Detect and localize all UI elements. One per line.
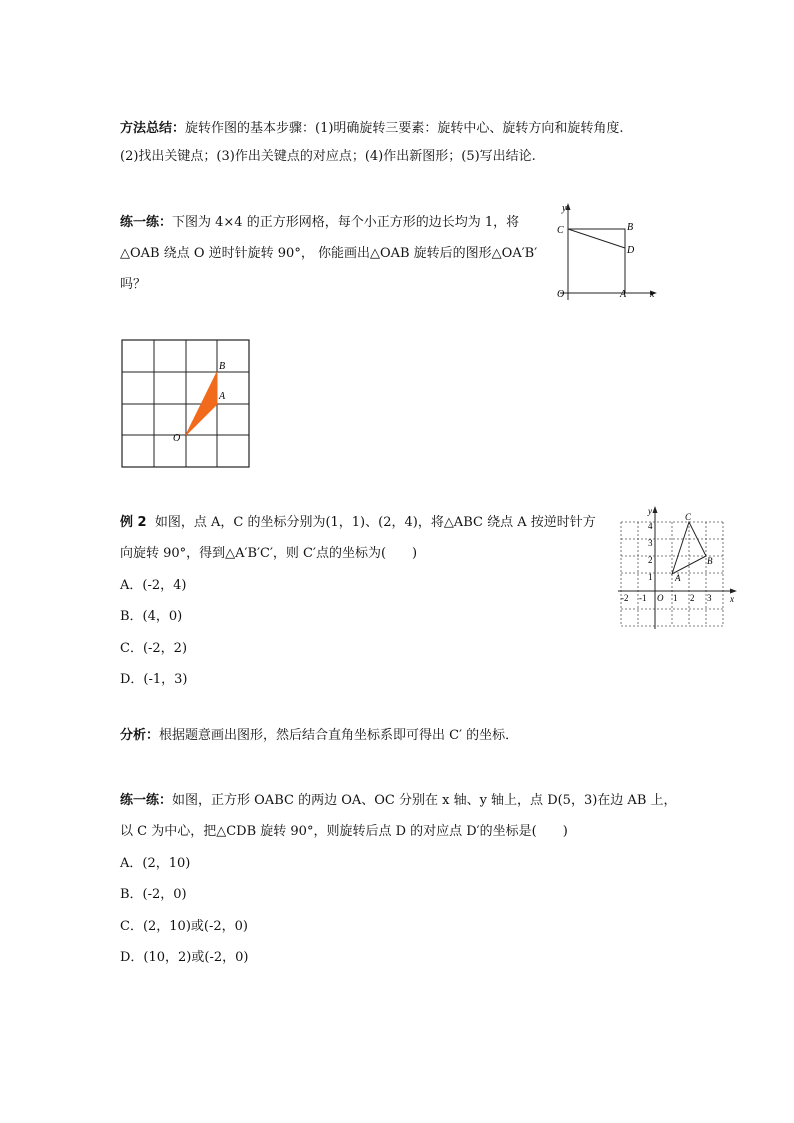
practice1-text-1: 下图为 4×4 的正方形网格，每个小正方形的边长均为 1，将 <box>172 215 520 230</box>
coord-y-tick-2: 2 <box>648 555 653 565</box>
example2-option-d: D．(-1，3) <box>120 672 188 687</box>
axis-fig-y-label: y <box>562 203 567 214</box>
grid-o-label: O <box>173 433 181 444</box>
coord-y-tick-4: 4 <box>648 521 653 531</box>
example2-option-c: C．(-2，2) <box>120 641 188 656</box>
practice2-text-1: 如图，正方形 OABC 的两边 OA、OC 分别在 x 轴、y 轴上，点 D(5，3)在边 AB 上， <box>172 793 677 808</box>
coord-x-tick-2: 2 <box>690 593 695 603</box>
example2-line-2: 向旋转 90°，得到△A′B′C′，则 C′点的坐标为( ) <box>120 546 418 561</box>
practice2-option-d: D．(10，2)或(-2，0) <box>120 950 249 965</box>
practice2-option-b: B．(-2，0) <box>120 887 187 902</box>
coord-x-tick-neg1: -1 <box>639 593 647 603</box>
coord-b-label: B <box>707 556 713 566</box>
practice1-line-2: △OAB 绕点 O 逆时针旋转 90°， 你能画出△OAB 旋转后的图形△OA′B′ <box>120 246 538 261</box>
grid-a-label: A <box>219 391 226 402</box>
example2-coordinate-figure <box>618 505 740 630</box>
practice2-label: 练一练： <box>120 793 173 808</box>
practice2-option-a: A．(2，10) <box>120 856 191 871</box>
coord-y-label: y <box>648 506 652 516</box>
method-summary-line-2: (2)找出关键点；(3)作出关键点的对应点；(4)作出新图形；(5)写出结论. <box>120 149 536 164</box>
coord-x-label: x <box>730 594 734 604</box>
example2-option-b: B．(4，0) <box>120 609 183 624</box>
practice2-option-c: C．(2，10)或(-2，0) <box>120 919 248 934</box>
method-summary-text-1: 旋转作图的基本步骤：(1)明确旋转三要素：旋转中心、旋转方向和旋转角度. <box>185 121 624 136</box>
practice1-label: 练一练： <box>120 215 173 230</box>
example2-label: 例 2 <box>120 515 147 530</box>
axis-fig-b-label: B <box>627 222 634 233</box>
grid-4x4-figure <box>120 338 252 470</box>
method-summary-label: 方法总结： <box>120 121 186 136</box>
analysis-label: 分析： <box>120 728 160 743</box>
example2-text-1: 如图，点 A，C 的坐标分别为(1，1)、(2，4)，将△ABC 绕点 A 按逆时针方 <box>154 515 596 530</box>
coord-origin-label: O <box>657 593 664 603</box>
practice2-line-1 <box>120 792 677 810</box>
coord-c-label: C <box>685 512 692 522</box>
coord-x-tick-neg2: -2 <box>621 593 629 603</box>
analysis-line <box>120 727 518 745</box>
practice1-line-1 <box>120 214 519 232</box>
example2-line-1 <box>120 514 596 532</box>
example2-option-a: A．(-2，4) <box>120 578 187 593</box>
axis-fig-d-label: D <box>627 245 635 256</box>
analysis-text: 根据题意画出图形，然后结合直角坐标系即可得出 C′ 的坐标． <box>159 728 519 743</box>
coord-y-tick-1: 1 <box>648 572 653 582</box>
coord-a-label: A <box>675 573 681 583</box>
practice2-line-2: 以 C 为中心，把△CDB 旋转 90°，则旋转后点 D 的对应点 D′的坐标是( ) <box>120 824 568 839</box>
axis-fig-a-label: A <box>620 289 627 300</box>
practice1-line-3: 吗？ <box>120 277 147 292</box>
grid-b-label: B <box>219 361 226 372</box>
method-summary-line-1 <box>120 120 624 138</box>
square-axis-figure <box>550 200 660 305</box>
axis-fig-x-label: x <box>650 289 655 300</box>
coord-x-tick-3: 3 <box>707 593 712 603</box>
axis-fig-o-label: O <box>557 289 565 300</box>
coord-y-tick-3: 3 <box>648 538 653 548</box>
axis-fig-c-label: C <box>557 225 564 236</box>
coord-x-tick-1: 1 <box>673 593 678 603</box>
